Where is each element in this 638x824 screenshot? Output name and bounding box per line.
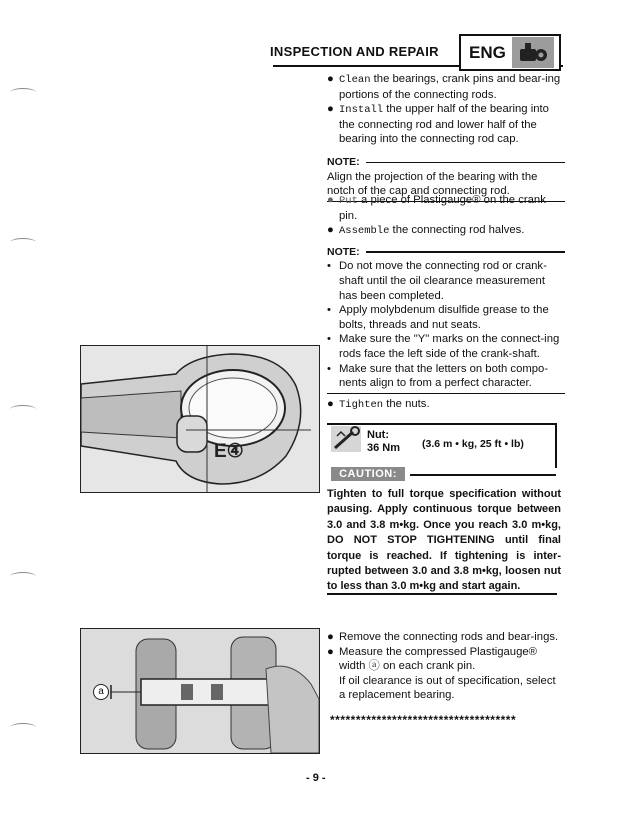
connecting-rod-illustration <box>81 346 319 492</box>
binder-mark <box>10 723 36 732</box>
note-item <box>327 259 565 303</box>
section-plastigauge <box>327 193 565 394</box>
step-item <box>327 630 565 645</box>
torque-value: 36 Nm <box>367 442 401 454</box>
note-item <box>327 362 565 391</box>
step-item <box>327 645 565 674</box>
torque-side-rule <box>555 423 557 468</box>
bullet-icon: • <box>327 362 331 375</box>
badge-label: ENG <box>469 42 506 62</box>
callout-a: a <box>93 684 109 700</box>
torque-label: Nut: <box>367 429 389 441</box>
step-item <box>327 72 565 102</box>
bullet-icon: • <box>327 333 331 346</box>
note-end-rule <box>327 393 565 395</box>
page-title: INSPECTION AND REPAIR <box>270 44 439 59</box>
figure-mark: E④ <box>214 441 244 462</box>
bullet-icon: ● <box>327 398 334 410</box>
step-keyword: Put <box>339 195 358 207</box>
step-keyword: Install <box>339 104 384 117</box>
step-keyword: Clean <box>339 74 371 86</box>
note-heading <box>327 155 565 170</box>
bullet-icon: ● <box>327 224 334 237</box>
step-text: the nuts. <box>383 398 430 410</box>
note-rule <box>366 251 565 253</box>
page-number: - 9 - <box>306 772 326 784</box>
binder-mark <box>10 405 36 414</box>
bullet-icon: ● <box>327 645 334 658</box>
step-keyword: Assemble <box>339 225 390 238</box>
caution-end-rule <box>327 593 557 595</box>
bullet-icon: ● <box>327 73 334 85</box>
torque-rule <box>327 423 557 425</box>
bullet-icon: • <box>327 260 331 273</box>
connecting-rod-figure <box>80 345 320 493</box>
step-item <box>327 193 565 223</box>
note-label: NOTE: <box>327 245 360 258</box>
torque-spec <box>327 423 557 453</box>
binder-mark <box>10 572 36 581</box>
note-rule <box>366 162 565 164</box>
section-clean-install <box>327 72 565 202</box>
section-tighten <box>327 397 565 413</box>
note-label: NOTE: <box>327 155 360 168</box>
note-item-text: Do not move the connecting rod or crank-shaft until the oil clearance measurement has been completed. <box>339 260 547 302</box>
note-item-text: Make sure that the letters on both compo-nents align to from a perfect character. <box>339 362 549 390</box>
engine-icon <box>512 37 554 68</box>
crankshaft-illustration <box>81 629 319 753</box>
note-text: Align the projection of the bearing with the notch of the cap and connecting rod. <box>327 170 538 198</box>
caution-badge: CAUTION: <box>331 467 405 481</box>
section-end-stars: ************************************ <box>330 713 517 727</box>
step-text: a piece of Plastigauge® on the crank pin. <box>339 194 546 222</box>
section-measure <box>327 630 565 703</box>
step-text: the connecting rod halves. <box>389 224 525 237</box>
followup-text: If oil clearance is out of specification, select a replacement bearing. <box>339 674 556 702</box>
plastigauge-figure <box>80 628 320 754</box>
torque-label-block <box>367 429 400 455</box>
torque-alt-units: (3.6 m • kg, 25 ft • lb) <box>422 438 524 450</box>
step-keyword: Tighten <box>339 399 384 411</box>
caution-rule <box>410 474 556 476</box>
caution-text: Tighten to full torque specification without pausing. Apply continuous torque between 3.0 and 3.8 m•kg. Once you reach 3.0 m•kg, DO NOT STOP TIGHTENING until final torque is reached. If tightening is inter-rupted between 3.0 and 3.8 m•kg, loosen nut to less than 3.0 m•kg and start again. <box>327 488 561 593</box>
note-item <box>327 303 565 332</box>
step-text: the upper half of the bearing into the connecting rod and lower half of the bearing into the connecting rod cap. <box>339 103 549 146</box>
note-item-text: Apply molybdenum disulfide grease to the bolts, threads and nut seats. <box>339 304 549 331</box>
section-badge <box>459 34 561 71</box>
bullet-icon: ● <box>327 194 334 206</box>
note-item <box>327 332 565 361</box>
step-item <box>327 223 565 239</box>
binder-mark <box>10 238 36 247</box>
step-text: the bearings, crank pins and bear-ing portions of the connecting rods. <box>339 73 561 101</box>
bullet-icon: ● <box>327 631 334 643</box>
note-item-text: Make sure the "Y" marks on the connect-ing rods face the left side of the crank-shaft. <box>339 333 560 360</box>
bullet-icon: ● <box>327 103 334 116</box>
torque-wrench-icon <box>331 426 361 452</box>
step-item <box>327 102 565 147</box>
step-item <box>327 397 565 413</box>
note-heading <box>327 245 565 260</box>
step-text: Measure the compressed Plastigauge® width ⓐ on each crank pin. <box>339 645 537 673</box>
bullet-icon: • <box>327 304 331 317</box>
binder-mark <box>10 88 36 97</box>
step-text: Remove the connecting rods and bear-ings. <box>339 631 559 643</box>
